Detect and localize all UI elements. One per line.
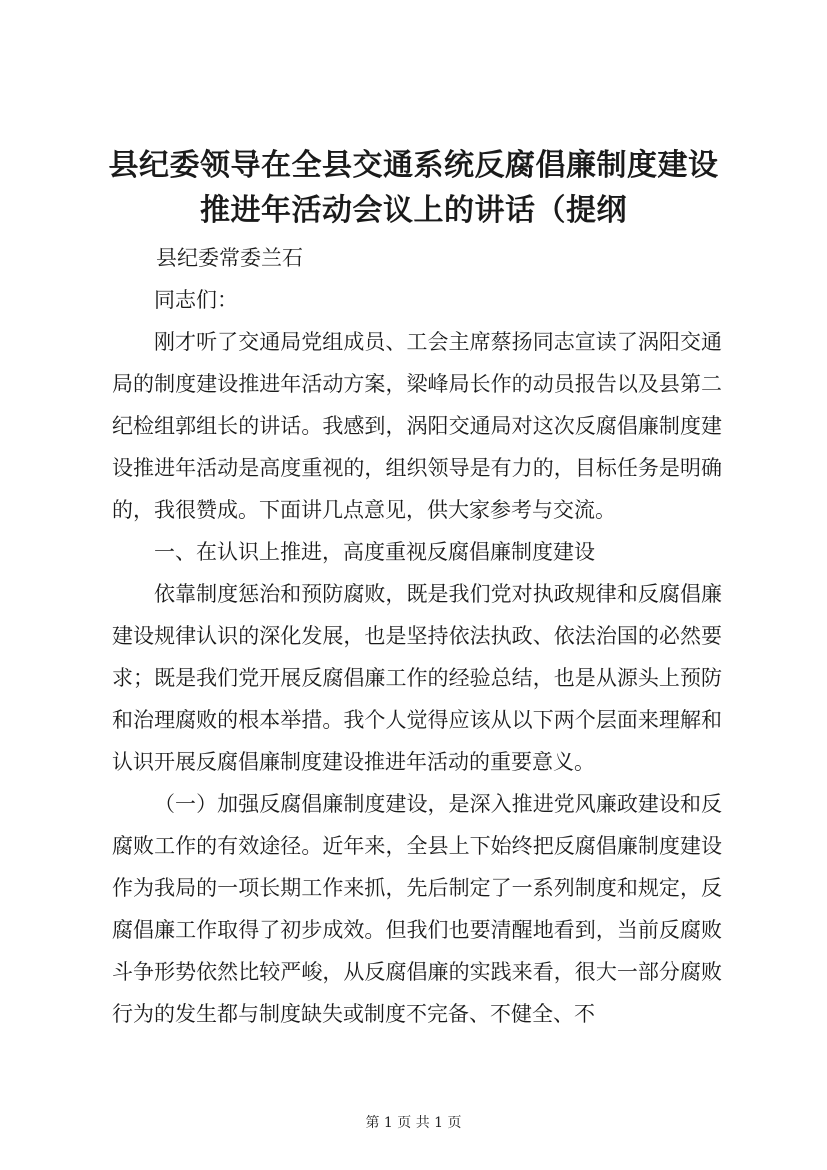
section-heading-1: 一、在认识上推进，高度重视反腐倡廉制度建设 (154, 540, 595, 564)
paragraph-2: 依靠制度惩治和预防腐败，既是我们党对执政规律和反腐倡廉建设规律认识的深化发展，也是坚持依法执政、依法治国的必然要求；既是我们党开展反腐倡廉工作的经验总结，也是从源头上预防和治理腐败的根本举措。我个人觉得应该从以下两个层面来理解和认识开展反腐倡廉制度建设推进年活动的重要意义。 (112, 582, 722, 774)
paragraph-3: （一）加强反腐倡廉制度建设，是深入推进党风廉政建设和反腐败工作的有效途径。近年来，全县上下始终把反腐倡廉制度建设作为我局的一项长期工作来抓，先后制定了一系列制度和规定，反腐倡廉工作取得了初步成效。但我们也要清醒地看到，当前反腐败斗争形势依然比较严峻，从反腐倡廉的实践来看，很大一部分腐败行为的发生都与制度缺失或制度不完备、不健全、不 (112, 792, 722, 1026)
document-title-line-2: 推进年活动会议上的讲话（提纲 (200, 193, 627, 228)
page-footer: 第 1 页 共 1 页 (365, 1115, 462, 1131)
salutation: 同志们： (154, 288, 238, 312)
paragraph-1: 刚才听了交通局党组成员、工会主席蔡扬同志宣读了涡阳交通局的制度建设推进年活动方案，梁峰局长作的动员报告以及县第二纪检组郭组长的讲话。我感到，涡阳交通局对这次反腐倡廉制度建设推进年活动是高度重视的，组织领导是有力的，目标任务是明确的，我很赞成。下面讲几点意见，供大家参考与交流。 (112, 330, 722, 522)
document-body (112, 237, 722, 1035)
author-line: 县纪委常委兰石 (156, 246, 303, 270)
document-title-line-1: 县纪委领导在全县交通系统反腐倡廉制度建设 (108, 148, 719, 183)
